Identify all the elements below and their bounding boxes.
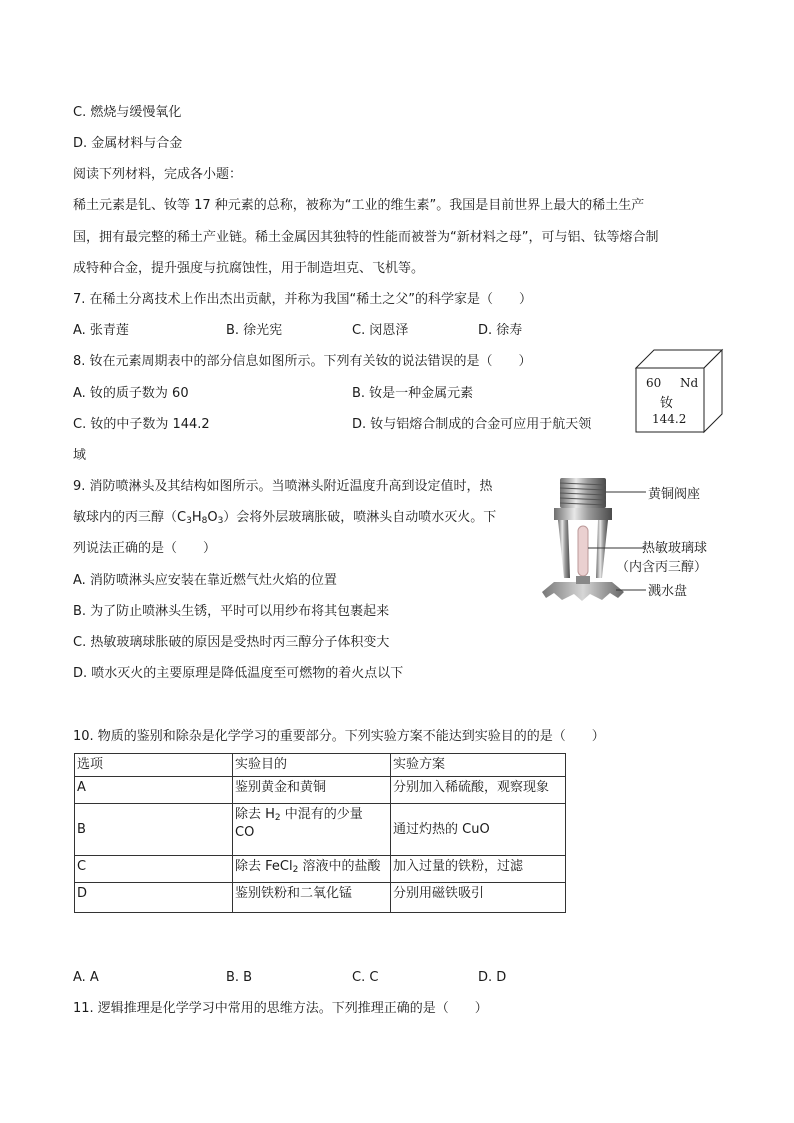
q10-stem: 10. 物质的鉴别和除杂是化学学习的重要部分。下列实验方案不能达到实验目的的是（ ） xyxy=(73,729,605,744)
cell-plan: 加入过量的铁粉，过滤 xyxy=(391,856,566,883)
q7-option-d[interactable]: D. 徐寿 xyxy=(478,323,523,338)
element-card-neodymium xyxy=(634,348,724,434)
q11-stem: 11. 逻辑推理是化学学习中常用的思维方法。下列推理正确的是（ ） xyxy=(73,1001,488,1016)
q7-stem: 7. 在稀土分离技术上作出杰出贡献，并称为我国“稀土之父”的科学家是（ ） xyxy=(73,292,533,307)
option-c-prev: C. 燃烧与缓慢氧化 xyxy=(73,105,182,120)
table-header-row xyxy=(75,754,566,777)
q10-option-b[interactable]: B. B xyxy=(226,970,253,985)
q7-option-c[interactable]: C. 闵恩泽 xyxy=(352,323,409,338)
header-goal: 实验目的 xyxy=(233,754,391,777)
atomic-number: 60 xyxy=(646,376,662,390)
reading-paragraph-line-3: 成特种合金，提升强度与抗腐蚀性，用于制造坦克、飞机等。 xyxy=(73,261,425,276)
q8-stem: 8. 钕在元素周期表中的部分信息如图所示。下列有关钕的说法错误的是（ ） xyxy=(73,354,532,369)
q10-option-c[interactable]: C. C xyxy=(352,970,379,985)
label-bulb-contents: （内含丙三醇） xyxy=(616,560,708,575)
reading-paragraph-line-1: 稀土元素是钆、钕等 17 种元素的总称，被称为“工业的维生素”。我国是目前世界上最大的稀土生产 xyxy=(73,198,645,213)
q8-option-c[interactable]: C. 钕的中子数为 144.2 xyxy=(73,417,210,432)
q9-stem-line-1: 9. 消防喷淋头及其结构如图所示。当喷淋头附近温度升高到设定值时，热 xyxy=(73,479,493,494)
label-brass-valve-seat: 黄铜阀座 xyxy=(648,487,701,502)
cell-goal: 鉴别铁粉和二氧化锰 xyxy=(233,883,391,913)
cell-goal: 除去 FeCl$_2$ 溶液中的盐酸 xyxy=(233,856,391,883)
cell-goal: 除去 $H_2$ 中混有的少量 CO xyxy=(233,804,391,856)
q9-stem-line-3: 列说法正确的是（ ） xyxy=(73,541,217,556)
q8-option-d-continued: 域 xyxy=(73,448,87,463)
cell-option: D xyxy=(75,883,233,913)
reading-intro: 阅读下列材料，完成各小题： xyxy=(73,167,243,182)
cell-plan: 分别用磁铁吸引 xyxy=(391,883,566,913)
table-row xyxy=(75,883,566,913)
table-row xyxy=(75,856,566,883)
sprinkler-head-image xyxy=(540,474,740,614)
sprinkler-diagram xyxy=(540,474,740,614)
table-row xyxy=(75,777,566,804)
label-deflector-plate: 溅水盘 xyxy=(648,584,688,599)
q8-option-b[interactable]: B. 钕是一种金属元素 xyxy=(352,386,474,401)
q7-option-a[interactable]: A. 张青莲 xyxy=(73,323,129,338)
element-name: 钕 xyxy=(660,396,674,411)
table-row xyxy=(75,804,566,856)
atomic-mass: 144.2 xyxy=(652,412,687,426)
q9-option-a[interactable]: A. 消防喷淋头应安装在靠近燃气灶火焰的位置 xyxy=(73,573,337,588)
option-d-prev: D. 金属材料与合金 xyxy=(73,136,183,151)
cell-option: B xyxy=(75,804,233,856)
cell-option: C xyxy=(75,856,233,883)
header-option: 选项 xyxy=(75,754,233,777)
q10-option-a[interactable]: A. A xyxy=(73,970,99,985)
cell-plan: 通过灼热的 CuO xyxy=(391,804,566,856)
q9-option-c[interactable]: C. 热敏玻璃球胀破的原因是受热时丙三醇分子体积变大 xyxy=(73,635,390,650)
q9-option-d[interactable]: D. 喷水灭火的主要原理是降低温度至可燃物的着火点以下 xyxy=(73,666,404,681)
q9-stem-line-2: 敏球内的丙三醇$(C_3H_8O_3)$会将外层玻璃胀破，喷淋头自动喷水灭火。下 xyxy=(73,510,497,526)
reading-paragraph-line-2: 国，拥有最完整的稀土产业链。稀土金属因其独特的性能而被誉为“新材料之母”，可与铝、钛等熔合制 xyxy=(73,230,659,245)
q7-option-b[interactable]: B. 徐光宪 xyxy=(226,323,283,338)
q8-option-a[interactable]: A. 钕的质子数为 60 xyxy=(73,386,189,401)
q8-option-d[interactable]: D. 钕与铝熔合制成的合金可应用于航天领 xyxy=(352,417,592,432)
cell-goal: 鉴别黄金和黄铜 xyxy=(233,777,391,804)
experiment-table xyxy=(74,753,566,913)
q10-option-d[interactable]: D. D xyxy=(478,970,507,985)
header-plan: 实验方案 xyxy=(391,754,566,777)
cell-plan: 分别加入稀硫酸，观察现象 xyxy=(391,777,566,804)
cell-option: A xyxy=(75,777,233,804)
label-heat-sensitive-bulb: 热敏玻璃球 xyxy=(642,541,708,556)
q9-option-b[interactable]: B. 为了防止喷淋头生锈，平时可以用纱布将其包裹起来 xyxy=(73,604,390,619)
element-symbol: Nd xyxy=(680,376,699,390)
